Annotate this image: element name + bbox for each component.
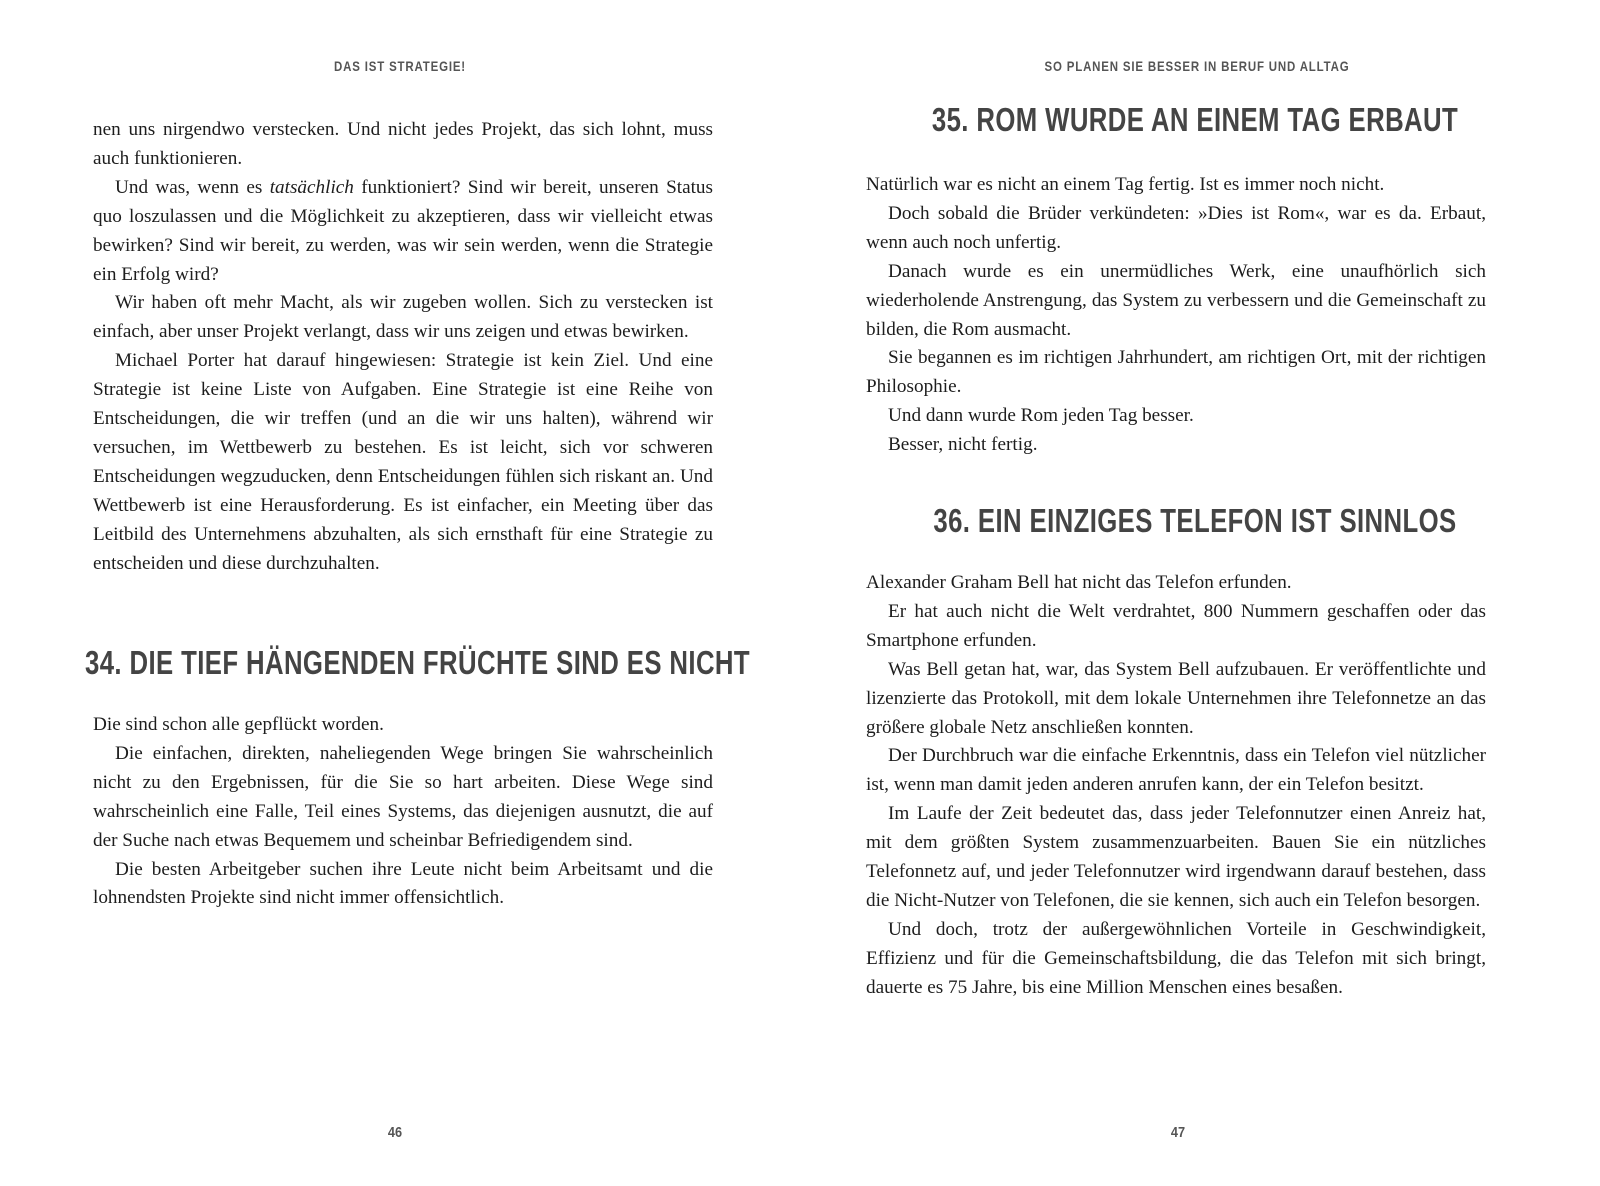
section-35-title: 35. ROM WURDE AN EINEM TAG ERBAUT <box>931 101 1459 138</box>
paragraph: Im Laufe der Zeit bedeutet das, dass jeder Telefonnutzer einen Anreiz hat, mit dem größten System zusammenzuarbeiten. Bauen Sie ein nützliches Telefonnetz auf, und jeder Telefonnutzer wird irgendwann darauf bestehen, dass die Nicht-Nutzer von Telefonen, die sie kennen, sich auch ein Telefon besorgen. <box>866 803 1486 911</box>
paragraph: Der Durchbruch war die einfache Erkenntnis, dass ein Telefon viel nützlicher ist, wenn man damit jeden anderen anrufen kann, der ein Telefon besitzt. <box>866 745 1486 796</box>
paragraph: Und doch, trotz der außergewöhnlichen Vorteile in Geschwindigkeit, Effizienz und für die Gemeinschaftsbildung, die das Telefon mit sich bringt, dauerte es 75 Jahre, bis eine Million Menschen eines besaßen. <box>866 918 1486 998</box>
paragraph: Die einfachen, direkten, naheliegenden Wege bringen Sie wahrscheinlich nicht zu den Ergebnissen, für die Sie so hart arbeiten. Diese Wege sind wahrscheinlich eine Falle, Teil eines Systems, das diejenigen ausnutzt, die auf der Suche nach etwas Bequemem und scheinbar Befriedigendem sind. <box>93 742 713 851</box>
text-run: funktioniert? Sind wir bereit, unseren Status quo loszulassen und die Möglichkeit zu akzeptieren, dass wir vielleicht etwas bewirken? Sind wir bereit, zu werden, was wir sein werden, wenn die Strategie ein Erfolg wird? <box>93 176 713 285</box>
paragraph: Michael Porter hat darauf hingewiesen: Strategie ist kein Ziel. Und eine Strategie ist keine Liste von Aufgaben. Eine Strategie ist eine Reihe von Entscheidungen, die wir treffen (und an die wir uns halten), während wir versuchen, im Wettbewerb zu bestehen. Es ist leicht, sich vor schweren Entscheidungen wegzuducken, denn Entscheidungen fühlen sich riskant an. Und Wettbewerb ist eine Herausforderung. Es ist einfacher, ein Meeting über das Leitbild des Unternehmens abzuhalten, als sich ernsthaft für eine Strategie zu entscheiden und diese durchzuhalten. <box>93 350 713 574</box>
paragraph: Wir haben oft mehr Macht, als wir zugeben wollen. Sich zu verstecken ist einfach, aber unser Projekt verlangt, dass wir uns zeigen und etwas bewirken. <box>93 292 713 343</box>
paragraph: Danach wurde es ein unermüdliches Werk, eine unaufhörlich sich wiederholende Anstrengung, das System zu verbessern und die Gemeinschaft zu bilden, die Rom ausmacht. <box>866 260 1486 340</box>
paragraph: Natürlich war es nicht an einem Tag fertig. Ist es immer noch nicht. <box>866 174 1385 195</box>
running-head-right: SO PLANEN SIE BESSER IN BERUF UND ALLTAG <box>1044 58 1350 74</box>
paragraph: Die sind schon alle gepflückt worden. <box>93 714 384 735</box>
section-35-body <box>866 171 1486 460</box>
page-number-right: 47 <box>1170 1124 1186 1141</box>
paragraph: Doch sobald die Brüder verkündeten: »Dies ist Rom«, war es da. Erbaut, wenn auch noch unfertig. <box>866 202 1486 253</box>
continuation-paragraph: nen uns nirgendwo verstecken. Und nicht jedes Projekt, das sich lohnt, muss auch funktionieren. <box>93 119 713 169</box>
section-34-title: 34. DIE TIEF HÄNGENDEN FRÜCHTE SIND ES NICHT <box>85 644 751 681</box>
paragraph: Sie begannen es im richtigen Jahrhundert, am richtigen Ort, mit der richtigen Philosophie. <box>866 347 1486 398</box>
paragraph: Und dann wurde Rom jeden Tag besser. <box>888 405 1194 427</box>
right-page <box>800 0 1600 1186</box>
text-run: Und was, wenn es <box>115 176 270 198</box>
emphasis-text: tatsächlich <box>269 176 354 198</box>
page-number-left: 46 <box>387 1124 403 1141</box>
paragraph: Er hat auch nicht die Welt verdrahtet, 800 Nummern geschaffen oder das Smartphone erfunden. <box>866 600 1486 651</box>
section-34-body <box>93 711 713 913</box>
left-body-top <box>93 116 713 579</box>
paragraph: Alexander Graham Bell hat nicht das Telefon erfunden. <box>866 572 1292 593</box>
paragraph-was-wenn <box>93 174 713 290</box>
section-36-body <box>866 569 1486 1003</box>
paragraph: Besser, nicht fertig. <box>888 434 1038 456</box>
paragraph: Die besten Arbeitgeber suchen ihre Leute nicht beim Arbeitsamt und die lohnendsten Projekte sind nicht immer offensichtlich. <box>93 858 713 909</box>
paragraph: Was Bell getan hat, war, das System Bell aufzubauen. Er veröffentlichte und lizenzierte das Protokoll, mit dem lokale Unternehmen ihre Telefonnetze an das größere globale Netz anschließen konnten. <box>866 658 1486 738</box>
section-36-title: 36. EIN EINZIGES TELEFON IST SINNLOS <box>933 502 1457 539</box>
running-head-left: DAS IST STRATEGIE! <box>334 58 466 74</box>
